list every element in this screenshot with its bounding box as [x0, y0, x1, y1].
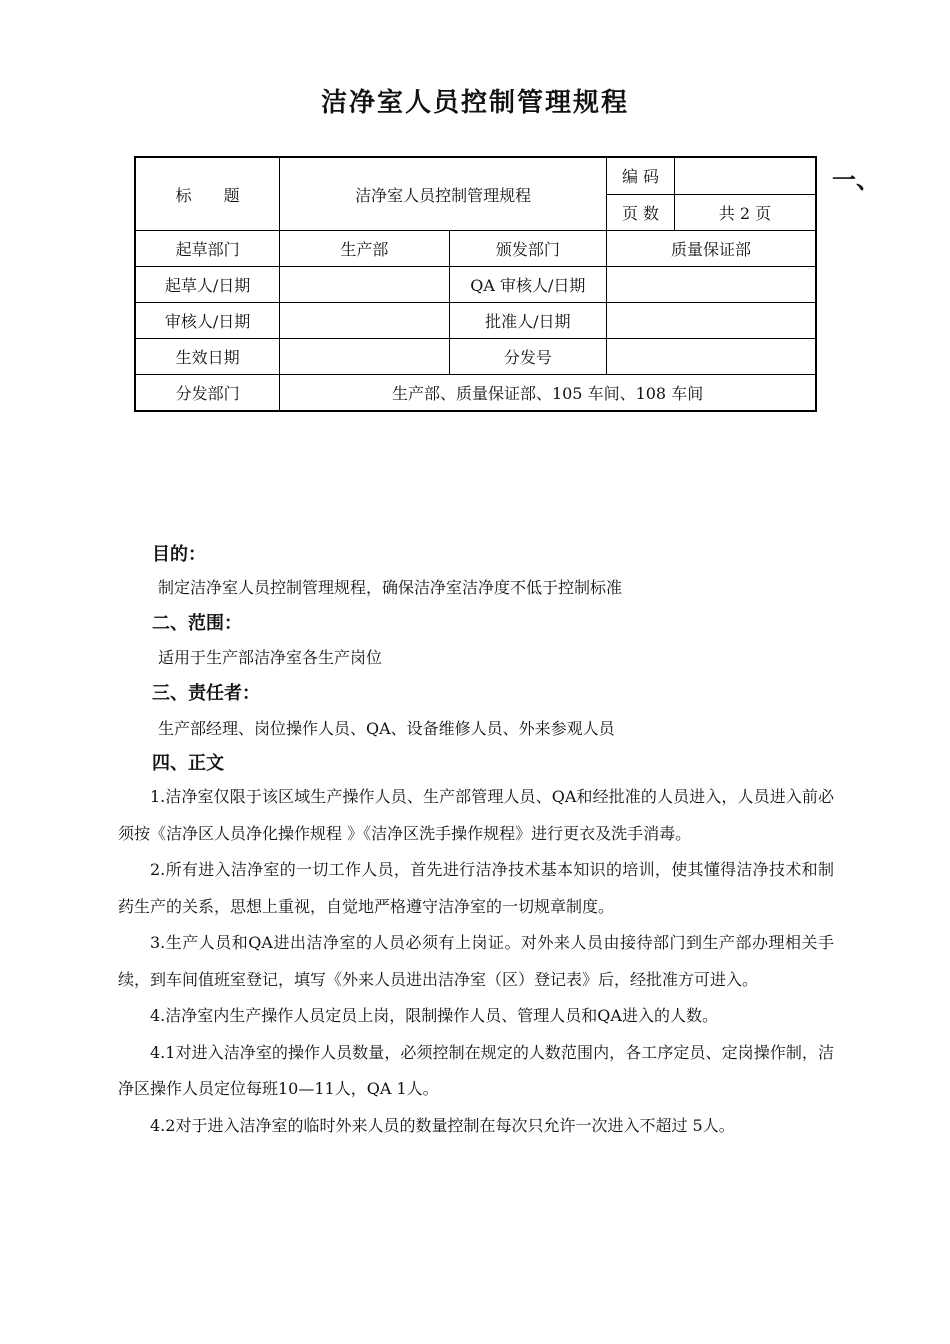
qa-review-label: QA 审核人/日期 — [449, 267, 607, 303]
body-paragraph: 2.所有进入洁净室的一切工作人员，首先进行洁净技术基本知识的培训，使其懂得洁净技术和制药生产的关系，思想上重视，自觉地严格遵守洁净室的一切规章制度。 — [118, 860, 834, 916]
drafter-value — [280, 267, 449, 303]
body-paragraph: 4.1对进入洁净室的操作人员数量，必须控制在规定的人数范围内，各工序定员、定岗操作制，洁净区操作人员定位每班10—11人，QA 1人。 — [118, 1042, 834, 1098]
reviewer-label: 审核人/日期 — [135, 303, 280, 339]
drafter-label: 起草人/日期 — [135, 267, 280, 303]
qa-review-value — [607, 267, 816, 303]
distribution-dept-label: 分发部门 — [135, 375, 280, 412]
body-paragraph: 3.生产人员和QA进出洁净室的人员必须有上岗证。对外来人员由接待部门到生产部办理相关手续，到车间值班室登记，填写《外来人员进出洁净室（区）登记表》后，经批准方可进入。 — [118, 933, 834, 989]
title-label: 标 题 — [135, 157, 280, 231]
code-value — [674, 157, 816, 194]
body-paragraph: 4.2对于进入洁净室的临时外来人员的数量控制在每次只允许一次进入不超过 5人。 — [150, 1115, 735, 1135]
effective-date-label: 生效日期 — [135, 339, 280, 375]
document-header-table — [134, 156, 817, 412]
code-label: 编 码 — [607, 157, 675, 194]
distribution-number-value — [607, 339, 816, 375]
body-text — [118, 779, 834, 1144]
distribution-number-label: 分发号 — [449, 339, 607, 375]
document-title: 洁净室人员控制管理规程 — [320, 88, 629, 118]
body-paragraph: 4.洁净室内生产操作人员定员上岗，限制操作人员、管理人员和QA进入的人数。 — [150, 1006, 718, 1025]
pages-label: 页 数 — [607, 194, 675, 231]
body-heading: 四、正文 — [152, 753, 224, 774]
purpose-heading: 目的： — [152, 544, 206, 565]
approver-value — [607, 303, 816, 339]
effective-date-value — [280, 339, 449, 375]
purpose-text: 制定洁净室人员控制管理规程，确保洁净室洁净度不低于控制标准 — [158, 578, 623, 597]
draft-dept-value: 生产部 — [280, 231, 449, 267]
responsibility-heading: 三、责任者： — [152, 683, 260, 704]
reviewer-value — [280, 303, 449, 339]
responsibility-text: 生产部经理、岗位操作人员、QA、设备维修人员、外来参观人员 — [158, 719, 615, 738]
section-one-mark: 一、 — [832, 166, 880, 194]
distribution-dept-value: 生产部、质量保证部、105 车间、108 车间 — [280, 375, 816, 412]
scope-heading: 二、范围： — [152, 613, 242, 634]
scope-text: 适用于生产部洁净室各生产岗位 — [158, 648, 383, 667]
draft-dept-label: 起草部门 — [135, 231, 280, 267]
pages-value: 共 2 页 — [674, 194, 816, 231]
body-paragraph: 1.洁净室仅限于该区域生产操作人员、生产部管理人员、QA和经批准的人员进入，人员进入前必须按《洁净区人员净化操作规程 》《洁净区洗手操作规程》进行更衣及洗手消毒。 — [118, 787, 834, 843]
title-value: 洁净室人员控制管理规程 — [280, 157, 607, 231]
issue-dept-label: 颁发部门 — [449, 231, 607, 267]
approver-label: 批准人/日期 — [449, 303, 607, 339]
issue-dept-value: 质量保证部 — [607, 231, 816, 267]
